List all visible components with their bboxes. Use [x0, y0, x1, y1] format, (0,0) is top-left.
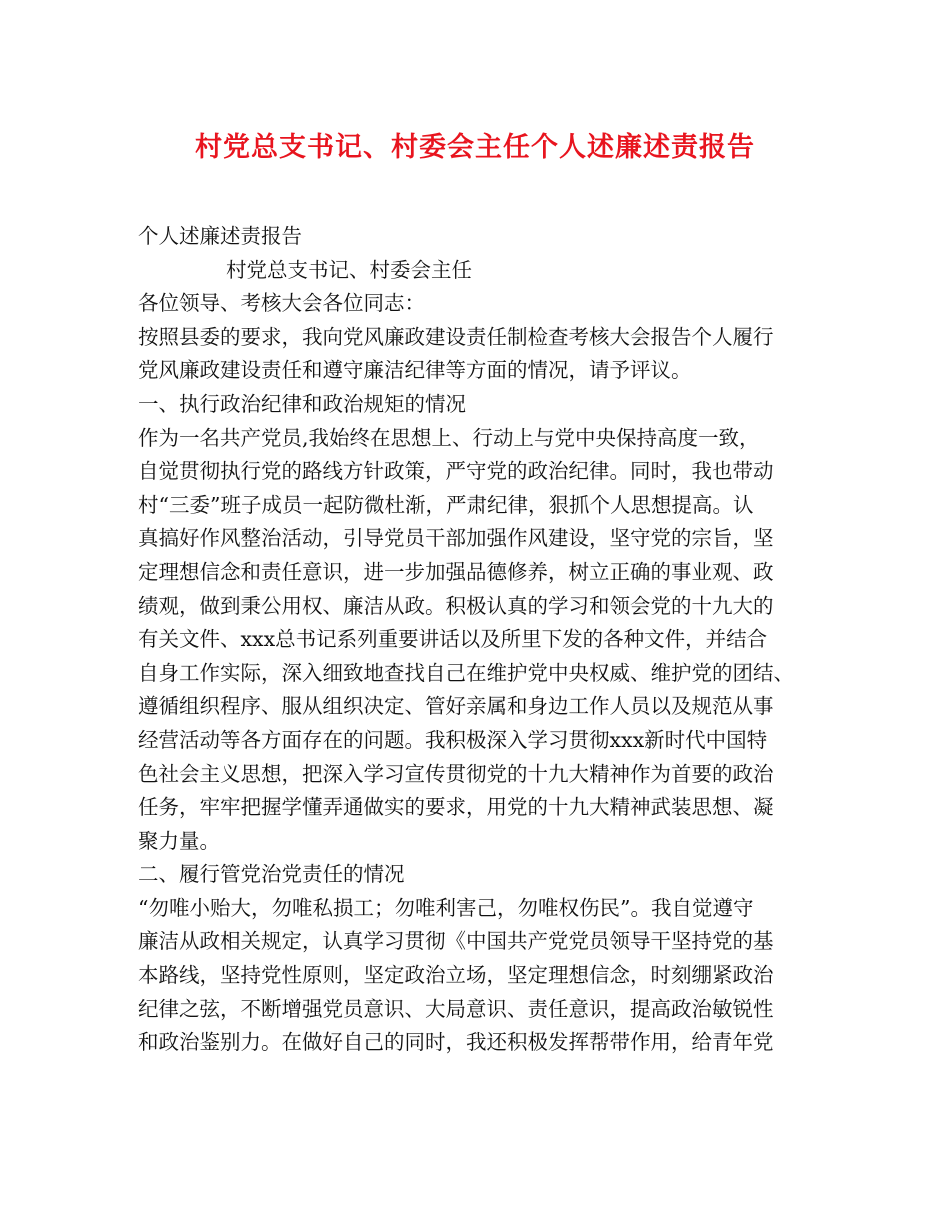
paragraph-line: 真搞好作风整治活动，引导党员干部加强作风建设，坚守党的宗旨，坚: [138, 526, 774, 551]
paragraph-line: 经营活动等各方面存在的问题。我积极深入学习贯彻xxx新时代中国特: [138, 727, 768, 752]
paragraph-line: 廉洁从政相关规定，认真学习贯彻《中国共产党党员领导干坚持党的基: [138, 929, 774, 954]
paragraph-line: 任务，牢牢把握学懂弄通做实的要求，用党的十九大精神武装思想、凝: [138, 795, 774, 820]
document-body: [138, 220, 818, 1060]
paragraph-line: “勿唯小贻大，勿唯私损工；勿唯利害己，勿唯权伤民”。我自觉遵守: [138, 895, 754, 920]
paragraph-line: 按照县委的要求，我向党风廉政建设责任制检查考核大会报告个人履行: [138, 324, 774, 349]
paragraph-line: 村“三委”班子成员一起防微杜渐，严肃纪律，狠抓个人思想提高。认: [138, 492, 754, 517]
paragraph-line: 党风廉政建设责任和遵守廉洁纪律等方面的情况，请予评议。: [138, 358, 692, 383]
paragraph-line: 作为一名共产党员,我始终在思想上、行动上与党中央保持高度一致，: [138, 425, 760, 450]
paragraph-line: 自身工作实际，深入细致地查找自己在维护党中央权威、维护党的团结、: [138, 660, 794, 685]
paragraph-line: 绩观，做到秉公用权、廉洁从政。积极认真的学习和领会党的十九大的: [138, 593, 774, 618]
paragraph-line: 有关文件、xxx总书记系列重要讲话以及所里下发的各种文件，并结合: [138, 627, 768, 652]
paragraph-line: 遵循组织程序、服从组织决定、管好亲属和身边工作人员以及规范从事: [138, 694, 774, 719]
report-heading: 个人述廉述责报告: [138, 224, 302, 248]
salutation: 各位领导、考核大会各位同志：: [138, 291, 425, 316]
paragraph-line: 聚力量。: [138, 828, 220, 853]
paragraph-line: 自觉贯彻执行党的路线方针政策，严守党的政治纪律。同时，我也带动: [138, 459, 774, 484]
section-heading-2: 二、履行管党治党责任的情况: [138, 862, 405, 887]
paragraph-line: 定理想信念和责任意识，进一步加强品德修养，树立正确的事业观、政: [138, 559, 774, 584]
section-heading-1: 一、执行政治纪律和政治规矩的情况: [138, 391, 466, 416]
document-title: 村党总支书记、村委会主任个人述廉述责报告: [195, 132, 755, 163]
paragraph-line: 和政治鉴别力。在做好自己的同时，我还积极发挥帮带作用，给青年党: [138, 1030, 774, 1055]
paragraph-line: 色社会主义思想，把深入学习宣传贯彻党的十九大精神作为首要的政治: [138, 761, 774, 786]
paragraph-line: 本路线，坚持党性原则，坚定政治立场，坚定理想信念，时刻绷紧政治: [138, 963, 774, 988]
paragraph-line: 纪律之弦，不断增强党员意识、大局意识、责任意识，提高政治敏锐性: [138, 996, 774, 1021]
author-position: 村党总支书记、村委会主任: [226, 257, 472, 282]
